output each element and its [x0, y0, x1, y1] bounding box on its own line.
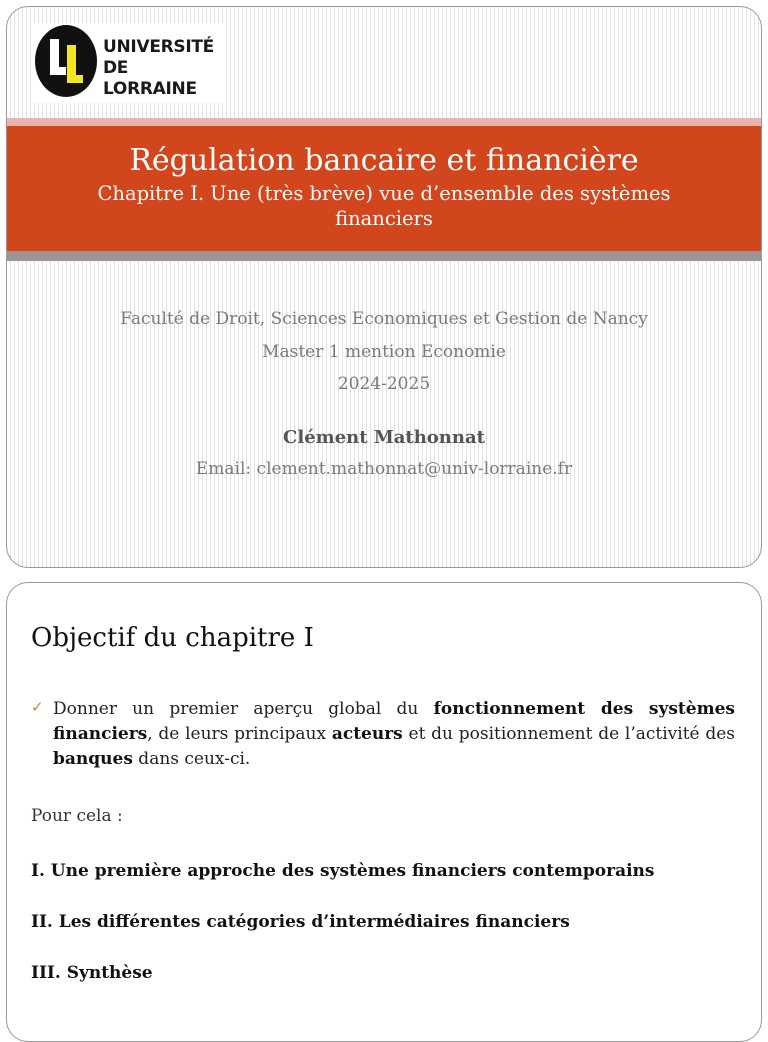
bullet-text-2: , de leurs principaux	[147, 724, 332, 744]
objective-slide	[6, 582, 762, 1042]
faculty-name: Faculté de Droit, Sciences Economiques et Gestion de Nancy	[120, 309, 648, 329]
slide-title: Régulation bancaire et financière	[129, 143, 639, 178]
bullet-bold-3: banques	[53, 749, 133, 769]
slide-subtitle: Chapitre I. Une (très brève) vue d’ensemble des systèmes financiers	[97, 182, 671, 230]
section-item: I. Une première approche des systèmes financiers contemporains	[31, 861, 655, 881]
bullet-bold-1: fonctionnement des systèmes financiers	[53, 699, 735, 744]
bullet-text-3: et du positionnement de l’activité des	[402, 724, 736, 744]
bullet-text-4: dans ceux-ci.	[132, 749, 251, 769]
author-email: Email: clement.mathonnat@univ-lorraine.fr	[195, 459, 573, 479]
bullet-text-1: Donner un premier aperçu global du	[53, 699, 434, 719]
bullet-text	[53, 697, 735, 772]
logo-line-1: UNIVERSITÉ	[103, 37, 214, 57]
logo-line-2: DE LORRAINE	[103, 58, 197, 99]
objective-bullet	[31, 697, 735, 772]
program-name: Master 1 mention Economie	[262, 342, 506, 362]
university-logo-icon	[33, 23, 99, 99]
gray-divider	[7, 251, 761, 261]
check-icon: ✓	[31, 698, 44, 716]
pink-divider	[7, 118, 761, 126]
university-logo	[33, 23, 223, 103]
bullet-bold-2: acteurs	[331, 724, 403, 744]
logo-wordmark	[103, 37, 223, 100]
title-band	[7, 126, 761, 251]
academic-year: 2024-2025	[337, 374, 431, 394]
section-item: III. Synthèse	[31, 963, 153, 983]
author-name: Clément Mathonnat	[283, 427, 485, 448]
section-item: II. Les différentes catégories d’intermédiaires financiers	[31, 912, 570, 932]
objective-title: Objectif du chapitre I	[31, 623, 314, 653]
pour-cela-text: Pour cela :	[31, 806, 123, 826]
title-slide	[6, 6, 762, 568]
